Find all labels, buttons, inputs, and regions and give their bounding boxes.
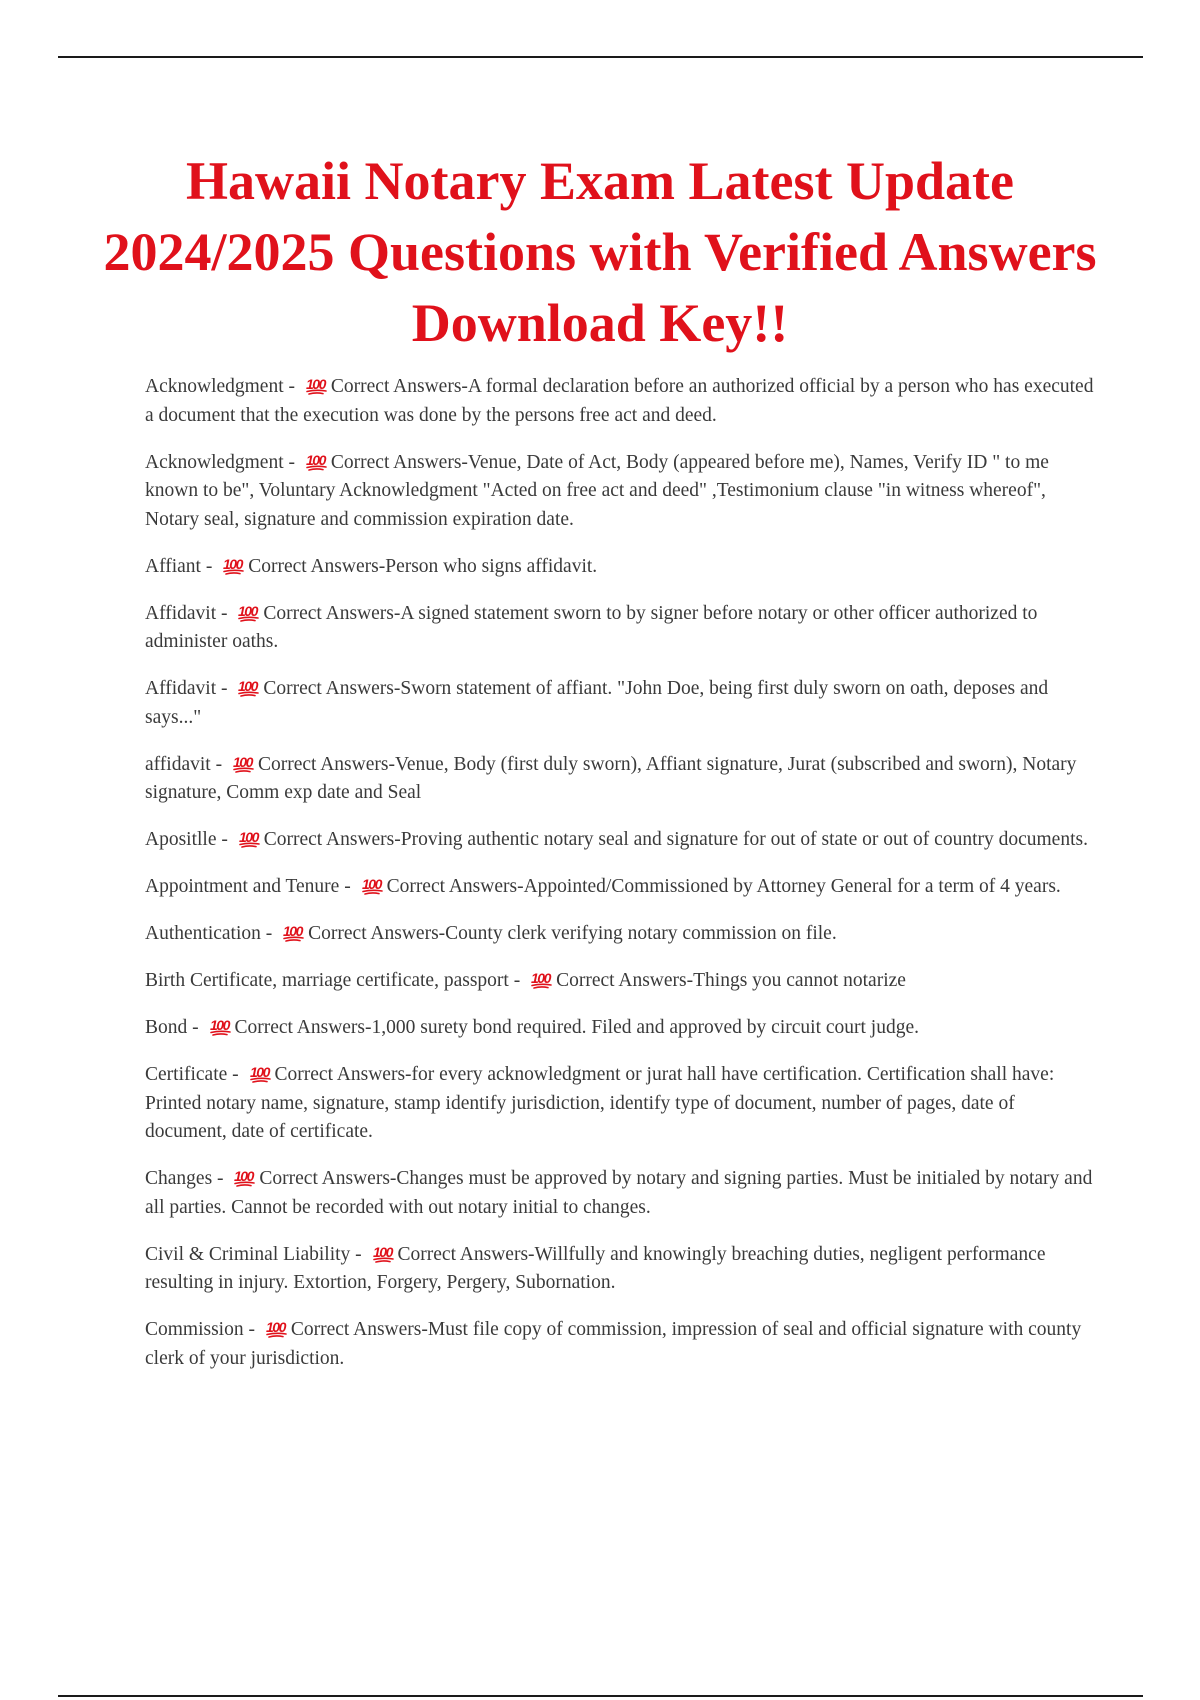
entry-term: Acknowledgment - xyxy=(145,451,300,473)
qa-entry xyxy=(145,1316,1095,1373)
svg-text:100: 100 xyxy=(361,876,381,892)
answer-marker: Correct Answers- xyxy=(248,555,386,577)
bottom-rule xyxy=(58,1695,1143,1697)
qa-entry xyxy=(145,920,1095,949)
answer-marker: Correct Answers- xyxy=(263,829,401,850)
answer-marker: Correct Answers- xyxy=(330,451,468,473)
answer-marker: Correct Answers- xyxy=(290,1319,428,1340)
qa-entry xyxy=(145,1061,1095,1147)
entry-term: Acknowledgment - xyxy=(145,376,300,397)
hundred-points-icon xyxy=(371,1243,395,1263)
entry-answer: A formal declaration before an authorized official by a person who has executed a document that the execution was done by the persons free act and deed. xyxy=(145,376,1094,426)
entry-answer: 1,000 surety bond required. Filed and approved by circuit court judge. xyxy=(371,1017,920,1038)
hundred-points-icon xyxy=(281,922,305,942)
entry-term: Bond - xyxy=(145,1017,204,1038)
answer-marker: Correct Answers- xyxy=(556,970,694,991)
entry-answer: Person who signs affidavit. xyxy=(385,555,598,577)
entry-answer: Changes must be approved by notary and signing parties. Must be initialed by notary and all parties. Cannot be recorded with out notary initial to changes. xyxy=(145,1168,1093,1218)
qa-entry xyxy=(145,1014,1095,1043)
entry-term: affidavit - xyxy=(145,753,227,775)
document-title: Hawaii Notary Exam Latest Update 2024/2025 Questions with Verified Answers Download Key!! xyxy=(103,151,1097,353)
entry-answer: Willfully and knowingly breaching duties, negligent performance resulting in injury. Extortion, Forgery, Pergery, Subornation. xyxy=(145,1243,1046,1293)
answer-marker: Correct Answers- xyxy=(259,1168,397,1189)
hundred-points-icon xyxy=(529,969,553,989)
hundred-points-icon xyxy=(360,875,384,895)
entry-term: Affiant - xyxy=(145,555,218,577)
hundred-points-icon xyxy=(231,753,255,773)
qa-entry xyxy=(145,600,1095,657)
answer-marker: Correct Answers- xyxy=(386,876,524,897)
entry-answer: Appointed/Commissioned by Attorney General for a term of 4 years. xyxy=(523,876,1061,897)
hundred-points-icon xyxy=(264,1318,288,1338)
svg-text:100: 100 xyxy=(223,555,243,572)
qa-entry xyxy=(145,553,1095,582)
entry-term: Affidavit - xyxy=(145,678,233,699)
hundred-points-icon xyxy=(236,677,260,697)
hundred-points-icon xyxy=(236,602,260,622)
qa-entry xyxy=(145,675,1095,732)
svg-text:100: 100 xyxy=(305,376,325,392)
svg-text:100: 100 xyxy=(238,829,258,845)
svg-text:100: 100 xyxy=(372,1243,392,1260)
hundred-points-icon xyxy=(221,555,245,575)
entry-answer: Sworn statement of affiant. "John Doe, being first duly sworn on oath, deposes and says..." xyxy=(145,678,1049,728)
svg-text:100: 100 xyxy=(238,678,258,694)
svg-text:100: 100 xyxy=(209,1017,229,1033)
svg-text:100: 100 xyxy=(249,1064,269,1080)
answer-marker: Correct Answers- xyxy=(234,1017,372,1038)
svg-text:100: 100 xyxy=(238,602,258,619)
entry-answer: Must file copy of commission, impression of seal and official signature with county clerk of your jurisdiction. xyxy=(145,1319,1082,1369)
entry-term: Changes - xyxy=(145,1168,229,1189)
answer-marker: Correct Answers- xyxy=(397,1243,535,1265)
entry-term: Birth Certificate, marriage certificate, passport - xyxy=(145,970,526,991)
svg-text:100: 100 xyxy=(531,970,550,986)
answer-marker: Correct Answers- xyxy=(308,923,446,944)
svg-text:100: 100 xyxy=(265,1319,285,1335)
answer-marker: Correct Answers- xyxy=(263,678,401,699)
hundred-points-icon xyxy=(248,1063,272,1083)
entry-answer: Things you cannot notarize xyxy=(693,970,906,991)
entry-answer: A signed statement sworn to by signer before notary or other officer authorized to administer oaths. xyxy=(145,602,1038,652)
hundred-points-icon xyxy=(232,1167,256,1187)
entry-term: Apositlle - xyxy=(145,829,233,850)
hundred-points-icon xyxy=(237,828,261,848)
answer-marker: Correct Answers- xyxy=(330,376,468,397)
svg-text:100: 100 xyxy=(232,753,252,770)
entry-term: Civil & Criminal Liability - xyxy=(145,1243,367,1265)
entry-answer: Proving authentic notary seal and signature for out of state or out of country documents. xyxy=(400,829,1088,850)
entry-term: Authentication - xyxy=(145,923,278,944)
answer-marker: Correct Answers- xyxy=(263,602,401,624)
qa-entry xyxy=(145,373,1095,430)
entry-list xyxy=(145,373,1095,1392)
hundred-points-icon xyxy=(208,1016,232,1036)
entry-term: Certificate - xyxy=(145,1064,244,1085)
qa-entry xyxy=(145,751,1095,808)
qa-entry xyxy=(145,826,1095,855)
entry-term: Appointment and Tenure - xyxy=(145,876,356,897)
qa-entry xyxy=(145,873,1095,902)
svg-text:100: 100 xyxy=(234,1168,254,1184)
entry-term: Affidavit - xyxy=(145,602,233,624)
entry-term: Commission - xyxy=(145,1319,260,1340)
qa-entry xyxy=(145,1165,1095,1222)
svg-text:100: 100 xyxy=(283,923,302,939)
answer-marker: Correct Answers- xyxy=(274,1064,412,1085)
entry-answer: for every acknowledgment or jurat hall have certification. Certification shall have: Printed notary name, signature, stamp identify jurisdiction, identify type of document, number of pages, date of document, date of certificate. xyxy=(145,1064,1055,1142)
answer-marker: Correct Answers- xyxy=(257,753,395,775)
hundred-points-icon xyxy=(304,451,328,471)
qa-entry xyxy=(145,967,1095,996)
entry-answer: Venue, Body (first duly sworn), Affiant signature, Jurat (subscribed and sworn), Notary signature, Comm exp date and Seal xyxy=(145,753,1077,803)
qa-entry xyxy=(145,449,1095,535)
top-rule xyxy=(58,56,1143,58)
hundred-points-icon xyxy=(304,375,328,395)
entry-answer: County clerk verifying notary commission on file. xyxy=(445,923,837,944)
entry-answer: Venue, Date of Act, Body (appeared before me), Names, Verify ID " to me known to be", Voluntary Acknowledgment "Acted on free act and deed" ,Testimonium clause "in witness whereof", Notary seal, signature and commission expiration date. xyxy=(145,451,1049,530)
qa-entry xyxy=(145,1241,1095,1298)
svg-text:100: 100 xyxy=(305,451,325,468)
